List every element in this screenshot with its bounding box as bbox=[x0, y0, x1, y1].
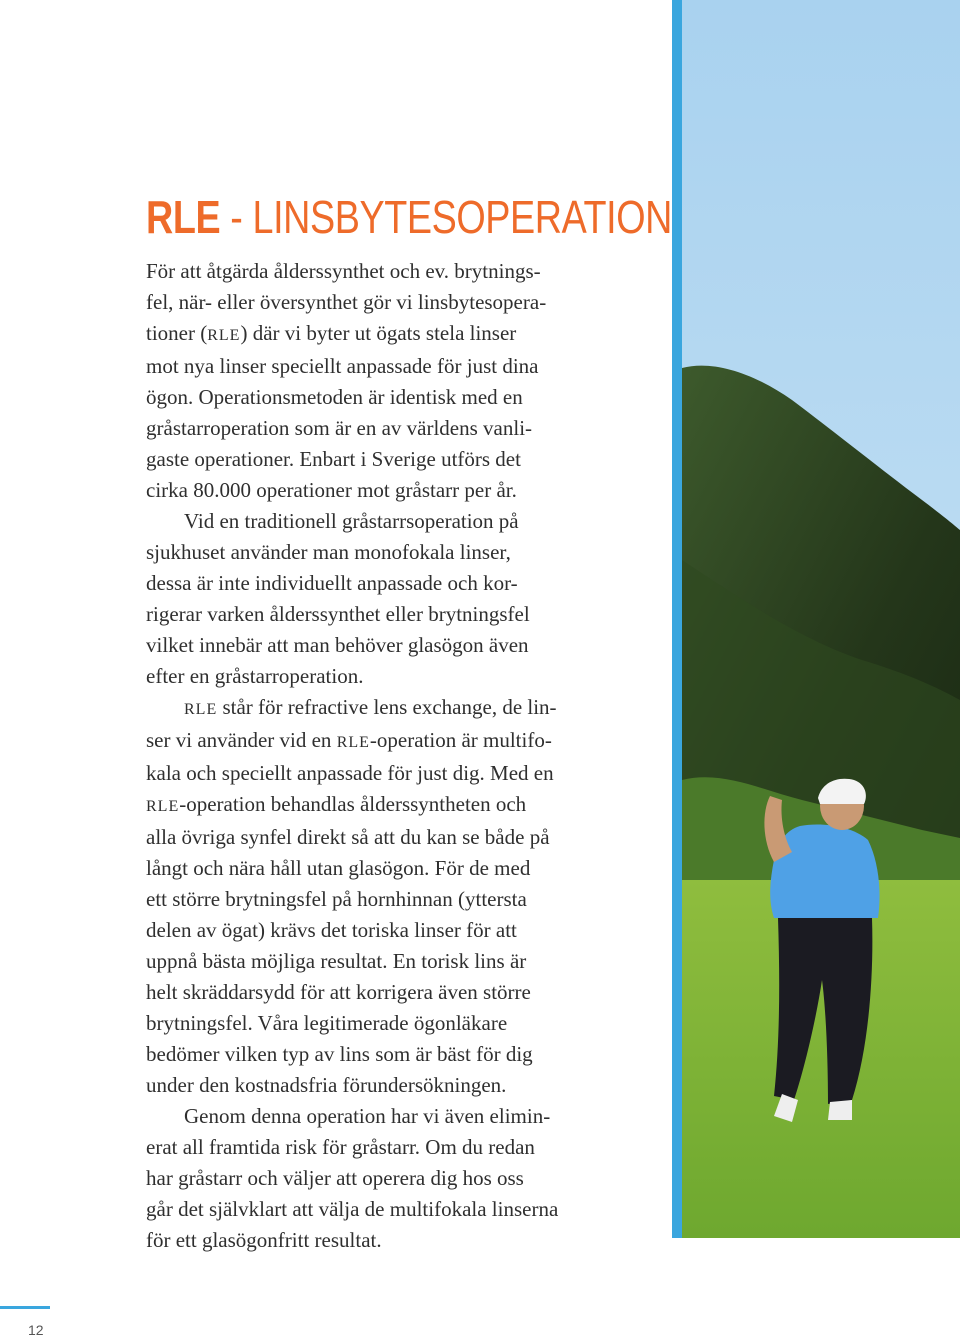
rle-abbrev: RLE bbox=[146, 798, 180, 815]
text-line: Vid en traditionell gråstarrsoperation på bbox=[184, 509, 519, 533]
text-line: alla övriga synfel direkt så att du kan se både på bbox=[146, 825, 550, 849]
text-line: gaste operationer. Enbart i Sverige utförs det bbox=[146, 447, 521, 471]
text-line: sjukhuset använder man monofokala linser, bbox=[146, 540, 511, 564]
text-line: RLE står för refractive lens exchange, de lin- bbox=[184, 695, 557, 719]
text-line: rigerar varken ålderssynthet eller brytningsfel bbox=[146, 602, 530, 626]
page-number: 12 bbox=[28, 1322, 44, 1338]
text-line: långt och nära håll utan glasögon. För de med bbox=[146, 856, 531, 880]
page-title bbox=[146, 189, 672, 245]
text-line: Genom denna operation har vi även elimin- bbox=[184, 1104, 551, 1128]
text-line: bedömer vilken typ av lins som är bäst för dig bbox=[146, 1042, 533, 1066]
text-line: vilket innebär att man behöver glasögon även bbox=[146, 633, 529, 657]
rle-abbrev: RLE bbox=[184, 701, 218, 718]
text-line: fel, när- eller översynthet gör vi linsbytesopera- bbox=[146, 290, 547, 314]
text-line: uppnå bästa möjliga resultat. En torisk lins är bbox=[146, 949, 527, 973]
title-rest: - LINSBYTESOPERATION bbox=[220, 190, 673, 243]
text-line: efter en gråstarroperation. bbox=[146, 664, 364, 688]
text-line: dessa är inte individuellt anpassade och kor- bbox=[146, 571, 518, 595]
text-line: tioner (RLE) där vi byter ut ögats stela linser bbox=[146, 321, 517, 345]
text-line: ögon. Operationsmetoden är identisk med en bbox=[146, 385, 523, 409]
text-line: helt skräddarsydd för att korrigera även större bbox=[146, 980, 531, 1004]
text-line: har gråstarr och väljer att operera dig hos oss bbox=[146, 1166, 524, 1190]
golfer-photo bbox=[682, 0, 960, 1238]
text-line: gråstarroperation som är en av världens vanli- bbox=[146, 416, 533, 440]
footer-accent-line bbox=[0, 1306, 50, 1309]
text-line: för ett glasögonfritt resultat. bbox=[146, 1228, 382, 1252]
text-line: brytningsfel. Våra legitimerade ögonläkare bbox=[146, 1011, 508, 1035]
text-line: erat all framtida risk för gråstarr. Om du redan bbox=[146, 1135, 535, 1159]
rle-abbrev: RLE bbox=[207, 327, 241, 344]
text-line: cirka 80.000 operationer mot gråstarr per år. bbox=[146, 478, 517, 502]
blue-accent-bar bbox=[672, 0, 682, 1238]
text-line: För att åtgärda ålderssynthet och ev. brytnings- bbox=[146, 259, 541, 283]
text-line: under den kostnadsfria förundersökningen. bbox=[146, 1073, 507, 1097]
text-line: RLE-operation behandlas ålderssyntheten och bbox=[146, 792, 527, 816]
text-line: ett större brytningsfel på hornhinnan (yttersta bbox=[146, 887, 527, 911]
text-line: kala och speciellt anpassade för just dig. Med en bbox=[146, 761, 554, 785]
text-line: går det självklart att välja de multifokala linserna bbox=[146, 1197, 559, 1221]
article-body bbox=[146, 256, 646, 1256]
text-line: ser vi använder vid en RLE-operation är multifo- bbox=[146, 728, 552, 752]
text-line: delen av ögat) krävs det toriska linser för att bbox=[146, 918, 517, 942]
title-rle: RLE bbox=[146, 190, 221, 243]
rle-abbrev: RLE bbox=[336, 734, 370, 751]
text-line: mot nya linser speciellt anpassade för just dina bbox=[146, 354, 539, 378]
